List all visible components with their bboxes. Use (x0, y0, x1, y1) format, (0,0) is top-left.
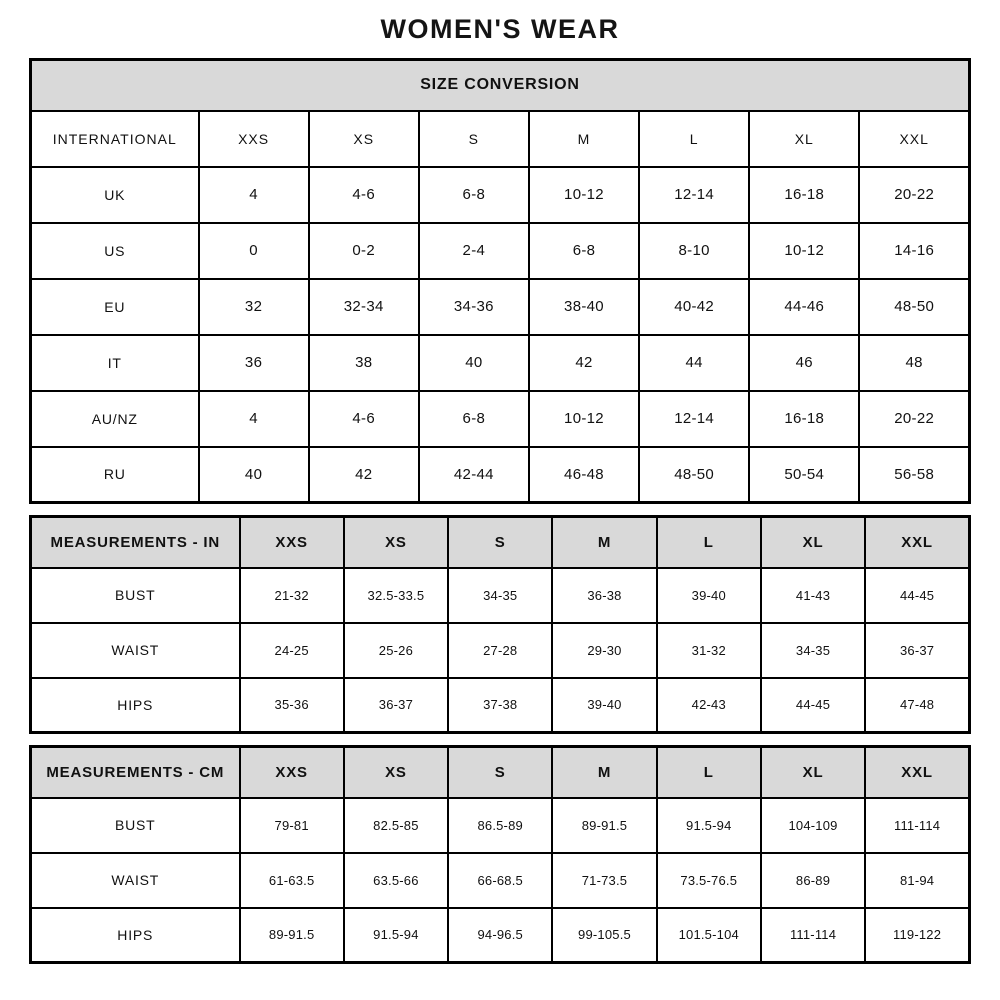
column-header-xxl: XXL (859, 111, 969, 167)
size-value-cell: 12-14 (639, 391, 749, 447)
measure-value-cell: 61-63.5 (240, 853, 344, 908)
column-header-xxl: XXL (865, 517, 969, 568)
size-value-cell: 56-58 (859, 447, 969, 503)
measure-value-cell: 91.5-94 (657, 798, 761, 853)
size-value-cell: 12-14 (639, 167, 749, 223)
measurements-in-table (29, 515, 971, 734)
measure-value-cell: 36-38 (552, 568, 656, 623)
measure-value-cell: 63.5-66 (344, 853, 448, 908)
size-value-cell: 44-46 (749, 279, 859, 335)
size-value-cell: 4 (199, 391, 309, 447)
size-conversion-banner-row (31, 60, 970, 111)
table-row-bust-in (31, 568, 970, 623)
size-value-cell: 48-50 (639, 447, 749, 503)
size-value-cell: 14-16 (859, 223, 969, 279)
column-header-xxs: XXS (199, 111, 309, 167)
measure-value-cell: 32.5-33.5 (344, 568, 448, 623)
row-label: WAIST (31, 853, 240, 908)
column-header-m: M (529, 111, 639, 167)
size-value-cell: 10-12 (749, 223, 859, 279)
measure-value-cell: 36-37 (344, 678, 448, 733)
column-header-xl: XL (749, 111, 859, 167)
size-value-cell: 20-22 (859, 391, 969, 447)
size-value-cell: 42 (529, 335, 639, 391)
size-conversion-header-row (31, 111, 970, 167)
size-value-cell: 48 (859, 335, 969, 391)
row-label: BUST (31, 568, 240, 623)
row-label: EU (31, 279, 199, 335)
measure-value-cell: 21-32 (240, 568, 344, 623)
table-row-ru (31, 447, 970, 503)
size-value-cell: 38-40 (529, 279, 639, 335)
measurements-in-header-row (31, 517, 970, 568)
measure-value-cell: 73.5-76.5 (657, 853, 761, 908)
measure-value-cell: 36-37 (865, 623, 969, 678)
measure-value-cell: 111-114 (865, 798, 969, 853)
measure-value-cell: 42-43 (657, 678, 761, 733)
measure-value-cell: 79-81 (240, 798, 344, 853)
measurements-cm-header-row (31, 747, 970, 798)
size-value-cell: 42 (309, 447, 419, 503)
size-value-cell: 50-54 (749, 447, 859, 503)
table-row-eu (31, 279, 970, 335)
size-value-cell: 0-2 (309, 223, 419, 279)
size-value-cell: 36 (199, 335, 309, 391)
column-header-xxs: XXS (240, 517, 344, 568)
column-header-l: L (657, 517, 761, 568)
measure-value-cell: 99-105.5 (552, 908, 656, 963)
measure-value-cell: 111-114 (761, 908, 865, 963)
measure-value-cell: 37-38 (448, 678, 552, 733)
row-label: IT (31, 335, 199, 391)
measure-value-cell: 81-94 (865, 853, 969, 908)
measure-value-cell: 29-30 (552, 623, 656, 678)
size-conversion-banner: SIZE CONVERSION (31, 60, 970, 111)
column-header-measurements-cm: MEASUREMENTS - CM (31, 747, 240, 798)
size-value-cell: 4-6 (309, 167, 419, 223)
measure-value-cell: 66-68.5 (448, 853, 552, 908)
column-header-xl: XL (761, 747, 865, 798)
page-title: WOMEN'S WEAR (380, 14, 620, 44)
size-value-cell: 4 (199, 167, 309, 223)
table-row-it (31, 335, 970, 391)
row-label: UK (31, 167, 199, 223)
column-header-s: S (448, 517, 552, 568)
column-header-m: M (552, 747, 656, 798)
column-header-l: L (639, 111, 749, 167)
table-row-uk (31, 167, 970, 223)
table-row-hips-in (31, 678, 970, 733)
row-label: AU/NZ (31, 391, 199, 447)
size-value-cell: 16-18 (749, 391, 859, 447)
size-value-cell: 16-18 (749, 167, 859, 223)
size-value-cell: 46-48 (529, 447, 639, 503)
size-value-cell: 46 (749, 335, 859, 391)
size-value-cell: 40-42 (639, 279, 749, 335)
size-value-cell: 32 (199, 279, 309, 335)
measure-value-cell: 86-89 (761, 853, 865, 908)
measure-value-cell: 44-45 (761, 678, 865, 733)
measure-value-cell: 89-91.5 (240, 908, 344, 963)
measure-value-cell: 31-32 (657, 623, 761, 678)
column-header-l: L (657, 747, 761, 798)
row-label: BUST (31, 798, 240, 853)
column-header-xxl: XXL (865, 747, 969, 798)
table-row-waist-in (31, 623, 970, 678)
size-value-cell: 44 (639, 335, 749, 391)
size-value-cell: 38 (309, 335, 419, 391)
measure-value-cell: 34-35 (448, 568, 552, 623)
measure-value-cell: 86.5-89 (448, 798, 552, 853)
row-label: HIPS (31, 678, 240, 733)
size-value-cell: 10-12 (529, 167, 639, 223)
column-header-measurements-in: MEASUREMENTS - IN (31, 517, 240, 568)
column-header-international: INTERNATIONAL (31, 111, 199, 167)
table-row-waist-cm (31, 853, 970, 908)
size-value-cell: 40 (419, 335, 529, 391)
column-header-s: S (419, 111, 529, 167)
table-row-aunz (31, 391, 970, 447)
measure-value-cell: 39-40 (657, 568, 761, 623)
row-label: RU (31, 447, 199, 503)
measure-value-cell: 24-25 (240, 623, 344, 678)
column-header-xs: XS (309, 111, 419, 167)
table-row-us (31, 223, 970, 279)
measure-value-cell: 71-73.5 (552, 853, 656, 908)
measure-value-cell: 47-48 (865, 678, 969, 733)
row-label: US (31, 223, 199, 279)
measure-value-cell: 101.5-104 (657, 908, 761, 963)
column-header-m: M (552, 517, 656, 568)
size-value-cell: 10-12 (529, 391, 639, 447)
size-value-cell: 0 (199, 223, 309, 279)
measure-value-cell: 25-26 (344, 623, 448, 678)
size-value-cell: 32-34 (309, 279, 419, 335)
measure-value-cell: 119-122 (865, 908, 969, 963)
row-label: HIPS (31, 908, 240, 963)
measure-value-cell: 41-43 (761, 568, 865, 623)
measure-value-cell: 44-45 (865, 568, 969, 623)
size-value-cell: 20-22 (859, 167, 969, 223)
measure-value-cell: 89-91.5 (552, 798, 656, 853)
column-header-s: S (448, 747, 552, 798)
size-value-cell: 40 (199, 447, 309, 503)
measure-value-cell: 104-109 (761, 798, 865, 853)
size-value-cell: 4-6 (309, 391, 419, 447)
table-row-hips-cm (31, 908, 970, 963)
size-value-cell: 2-4 (419, 223, 529, 279)
size-conversion-table (29, 58, 971, 504)
column-header-xl: XL (761, 517, 865, 568)
size-value-cell: 34-36 (419, 279, 529, 335)
size-value-cell: 8-10 (639, 223, 749, 279)
column-header-xs: XS (344, 747, 448, 798)
measure-value-cell: 82.5-85 (344, 798, 448, 853)
measure-value-cell: 27-28 (448, 623, 552, 678)
size-value-cell: 6-8 (529, 223, 639, 279)
size-value-cell: 6-8 (419, 167, 529, 223)
size-value-cell: 6-8 (419, 391, 529, 447)
measure-value-cell: 94-96.5 (448, 908, 552, 963)
measure-value-cell: 39-40 (552, 678, 656, 733)
column-header-xs: XS (344, 517, 448, 568)
table-row-bust-cm (31, 798, 970, 853)
size-value-cell: 42-44 (419, 447, 529, 503)
measure-value-cell: 35-36 (240, 678, 344, 733)
measure-value-cell: 91.5-94 (344, 908, 448, 963)
size-value-cell: 48-50 (859, 279, 969, 335)
column-header-xxs: XXS (240, 747, 344, 798)
row-label: WAIST (31, 623, 240, 678)
measurements-cm-table (29, 745, 971, 964)
measure-value-cell: 34-35 (761, 623, 865, 678)
